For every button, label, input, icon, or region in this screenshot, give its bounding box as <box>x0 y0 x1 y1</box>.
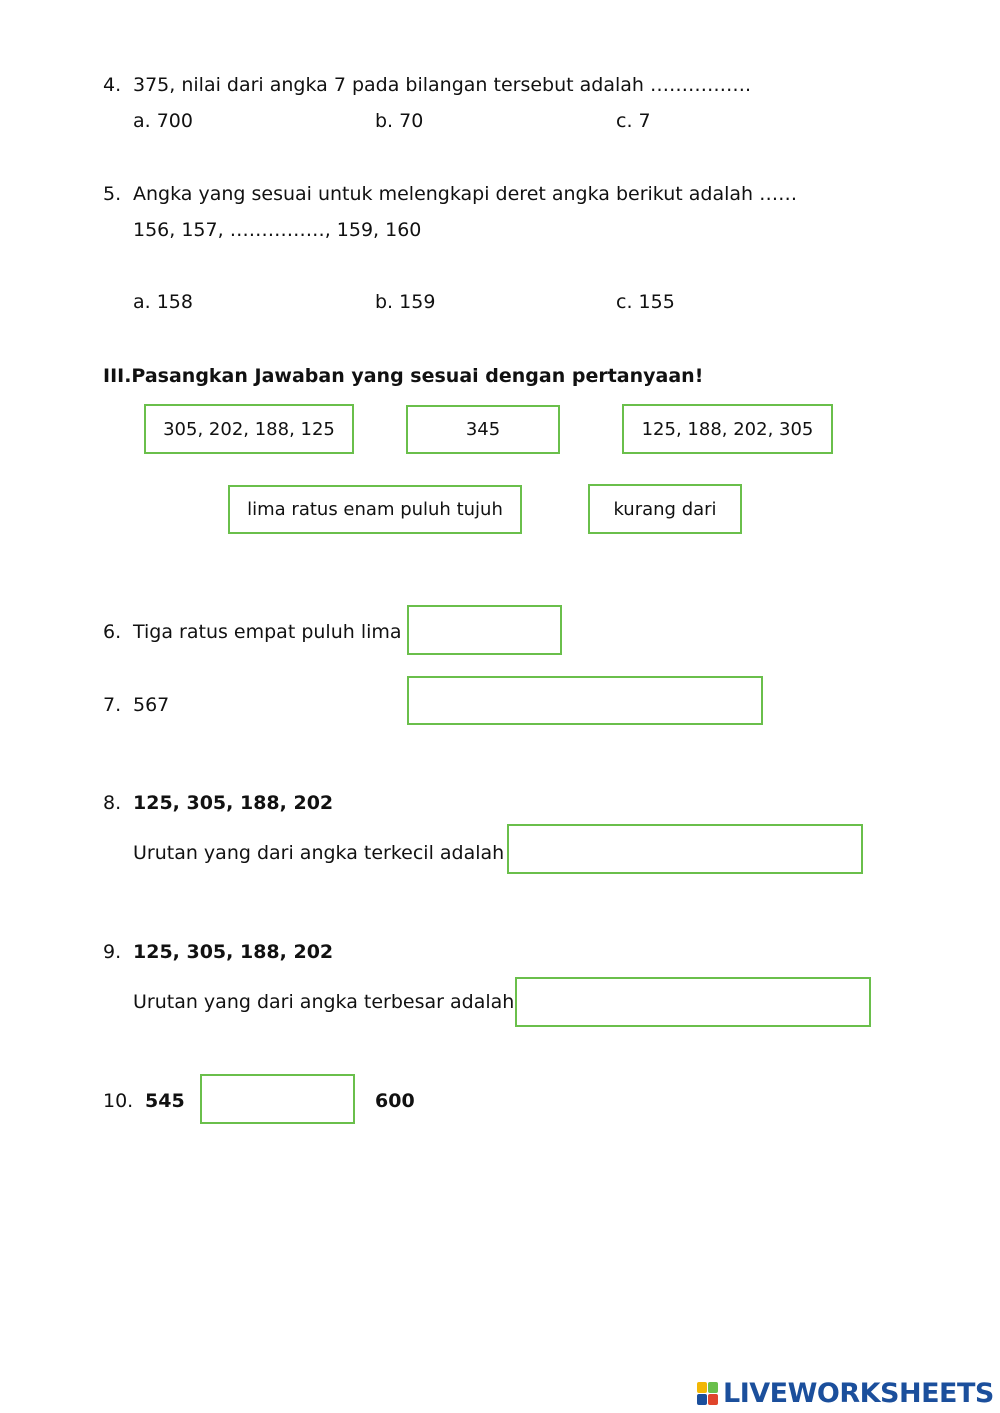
q7-number: 7. <box>103 694 122 716</box>
q9-numbers: 125, 305, 188, 202 <box>133 941 334 963</box>
q8-numbers: 125, 305, 188, 202 <box>133 792 334 814</box>
q4-option-c: c. 7 <box>616 110 651 132</box>
q9-prompt: Urutan yang dari angka terbesar adalah <box>133 991 515 1013</box>
q10-right-number: 600 <box>375 1090 415 1112</box>
q10-left-number: 545 <box>145 1090 185 1112</box>
liveworksheets-logo-icon <box>697 1382 719 1406</box>
q8-prompt: Urutan yang dari angka terkecil adalah <box>133 842 505 864</box>
section-3-heading: III.Pasangkan Jawaban yang sesuai dengan pertanyaan! <box>103 365 704 387</box>
answer-chip-ascending[interactable]: 125, 188, 202, 305 <box>622 404 833 454</box>
q9-number: 9. <box>103 941 122 963</box>
q6-text: Tiga ratus empat puluh lima <box>133 621 402 643</box>
q4-option-a: a. 700 <box>133 110 193 132</box>
q5-number: 5. <box>103 183 122 205</box>
q9-answer-box[interactable] <box>515 977 871 1027</box>
q5-option-a: a. 158 <box>133 291 193 313</box>
q7-text: 567 <box>133 694 170 716</box>
answer-chip-345[interactable]: 345 <box>406 405 560 454</box>
q4-number: 4. <box>103 74 122 96</box>
q10-number: 10. <box>103 1090 134 1112</box>
q4-text: 375, nilai dari angka 7 pada bilangan tersebut adalah ……………. <box>133 74 752 96</box>
answer-chip-descending[interactable]: 305, 202, 188, 125 <box>144 404 354 454</box>
liveworksheets-logo-text: LIVEWORKSHEETS <box>723 1378 994 1409</box>
q5-text: Angka yang sesuai untuk melengkapi deret angka berikut adalah …… <box>133 183 798 205</box>
answer-chip-words[interactable]: lima ratus enam puluh tujuh <box>228 485 522 534</box>
liveworksheets-logo <box>697 1378 994 1409</box>
q7-answer-box[interactable] <box>407 676 763 725</box>
q5-option-c: c. 155 <box>616 291 675 313</box>
q5-option-b: b. 159 <box>375 291 436 313</box>
q10-answer-box[interactable] <box>200 1074 355 1124</box>
answer-chip-less-than[interactable]: kurang dari <box>588 484 742 534</box>
q4-option-b: b. 70 <box>375 110 424 132</box>
q8-number: 8. <box>103 792 122 814</box>
q5-sequence: 156, 157, ……………, 159, 160 <box>133 219 422 241</box>
q8-answer-box[interactable] <box>507 824 863 874</box>
q6-answer-box[interactable] <box>407 605 562 655</box>
q6-number: 6. <box>103 621 122 643</box>
